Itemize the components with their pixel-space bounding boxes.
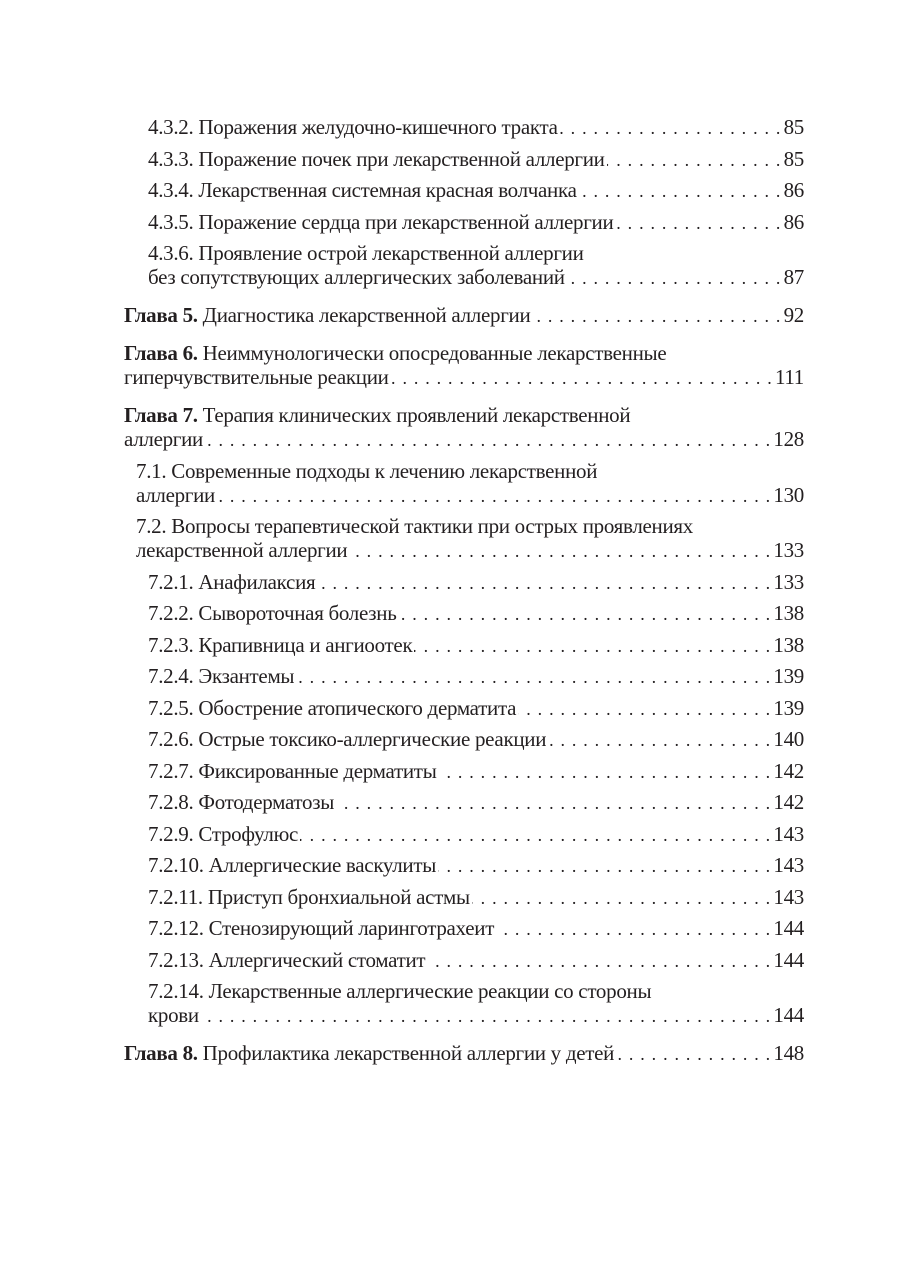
dot-leader bbox=[317, 570, 771, 595]
toc-line bbox=[148, 916, 804, 941]
toc-line bbox=[136, 459, 804, 483]
toc-title bbox=[124, 303, 530, 327]
toc-chapter bbox=[124, 341, 804, 390]
toc-title-text: Диагностика лекарственной аллергии bbox=[202, 303, 531, 327]
toc-title bbox=[148, 147, 605, 171]
page-number: 148 bbox=[773, 1041, 804, 1065]
page-number: 133 bbox=[773, 538, 804, 562]
toc-title bbox=[136, 514, 693, 538]
toc-title bbox=[148, 633, 412, 657]
page-number: 144 bbox=[773, 916, 804, 940]
toc-title-text: аллергии bbox=[124, 427, 203, 451]
toc-title bbox=[136, 459, 597, 483]
page-number: 144 bbox=[773, 947, 804, 972]
toc-title bbox=[148, 1003, 199, 1027]
toc-chapter bbox=[124, 303, 804, 328]
page-number: 86 bbox=[783, 178, 804, 202]
dot-leader bbox=[532, 303, 781, 328]
dot-leader bbox=[496, 916, 771, 941]
toc-line bbox=[148, 727, 804, 752]
page-number: 143 bbox=[773, 884, 804, 909]
toc-line bbox=[124, 1041, 804, 1066]
page-number: 128 bbox=[773, 427, 804, 451]
dot-leader bbox=[300, 822, 771, 847]
toc-title-text: 7.2.10. Аллергические васкулиты bbox=[148, 853, 437, 877]
toc-line bbox=[148, 696, 804, 721]
toc-title bbox=[148, 822, 298, 846]
toc-title-text: 7.2.8. Фотодерматозы bbox=[148, 790, 335, 814]
toc-line bbox=[124, 365, 804, 390]
toc-title bbox=[124, 1041, 614, 1065]
toc-title-text: Терапия клинических проявлений лекарственной bbox=[202, 403, 631, 427]
toc-entry bbox=[124, 759, 804, 784]
toc-entry bbox=[124, 570, 804, 595]
toc-title bbox=[148, 727, 546, 751]
page-number: 142 bbox=[773, 758, 804, 783]
toc-title-text: крови bbox=[148, 1003, 199, 1027]
toc-title bbox=[148, 570, 315, 594]
page-number: 139 bbox=[773, 695, 804, 720]
toc-line bbox=[148, 790, 804, 815]
page-number: 138 bbox=[773, 601, 804, 625]
toc-entry bbox=[124, 853, 804, 878]
toc-title-text: 7.2.5. Обострение атопического дерматита bbox=[148, 695, 517, 720]
toc-title-text: 7.2.4. Экзантемы bbox=[148, 664, 295, 688]
toc-entry bbox=[124, 790, 804, 815]
toc-line bbox=[148, 822, 804, 847]
toc-title bbox=[124, 341, 666, 365]
toc-line bbox=[148, 1003, 804, 1028]
toc-line bbox=[148, 948, 804, 973]
toc-title-text: Неиммунологически опосредованные лекарственные bbox=[202, 341, 667, 365]
dot-leader bbox=[414, 633, 771, 658]
toc-title bbox=[136, 483, 215, 507]
toc-title bbox=[148, 948, 425, 972]
toc-line bbox=[148, 265, 804, 290]
toc-title bbox=[124, 403, 630, 427]
toc-entry bbox=[124, 147, 804, 172]
toc-line bbox=[124, 403, 804, 427]
toc-title bbox=[148, 178, 577, 202]
toc-title bbox=[148, 696, 516, 720]
toc-title-text: 7.2. Вопросы терапевтической тактики при острых проявлениях bbox=[136, 514, 693, 538]
page-number: 85 bbox=[783, 115, 804, 139]
dot-leader bbox=[548, 727, 771, 752]
chapter-label: Глава 7. bbox=[124, 403, 198, 427]
toc-title bbox=[148, 885, 470, 909]
toc-line bbox=[148, 633, 804, 658]
toc-entry bbox=[124, 210, 804, 235]
toc-title bbox=[124, 427, 203, 451]
toc-entry bbox=[124, 885, 804, 910]
page-number: 86 bbox=[783, 209, 804, 234]
page-number: 144 bbox=[773, 1003, 804, 1027]
toc-entry bbox=[124, 601, 804, 626]
toc-title-text: 7.2.13. Аллергический стоматит bbox=[148, 947, 426, 972]
toc-entry bbox=[124, 115, 804, 140]
toc-title-text: 7.2.11. Приступ бронхиальной астмы bbox=[148, 884, 470, 909]
page-number: 143 bbox=[773, 821, 804, 846]
toc-line bbox=[124, 303, 804, 328]
toc-title bbox=[148, 241, 584, 265]
toc-title-text: лекарственной аллергии bbox=[136, 538, 348, 562]
toc-title-text: 4.3.2. Поражения желудочно-кишечного тракта bbox=[148, 115, 558, 139]
toc-title-text: 7.2.2. Сывороточная болезнь bbox=[148, 601, 397, 625]
toc-title-text: Профилактика лекарственной аллергии у детей bbox=[202, 1041, 615, 1065]
page-number: 130 bbox=[773, 482, 804, 507]
dot-leader bbox=[579, 178, 782, 203]
page-number: 111 bbox=[774, 365, 804, 389]
toc-line bbox=[136, 514, 804, 538]
dot-leader bbox=[518, 696, 771, 721]
toc-title-text: гиперчувствительные реакции bbox=[124, 365, 389, 389]
toc-title-text: 7.1. Современные подходы к лечению лекарственной bbox=[136, 458, 598, 483]
toc-line bbox=[148, 759, 804, 784]
page-number: 138 bbox=[773, 632, 804, 657]
page-number: 143 bbox=[773, 853, 804, 877]
toc-line bbox=[148, 601, 804, 626]
toc-entry bbox=[124, 727, 804, 752]
toc-line bbox=[136, 483, 804, 508]
chapter-label: Глава 5. bbox=[124, 303, 198, 327]
toc-title-text: 7.2.6. Острые токсико-аллергические реакции bbox=[148, 727, 547, 751]
toc-title bbox=[136, 538, 347, 562]
toc-line bbox=[148, 210, 804, 235]
page-number: 87 bbox=[783, 265, 804, 289]
table-of-contents bbox=[124, 115, 804, 1066]
toc-line bbox=[148, 178, 804, 203]
toc-title-text: 4.3.3. Поражение почек при лекарственной аллергии bbox=[148, 146, 605, 171]
dot-leader bbox=[398, 601, 771, 626]
toc-title bbox=[148, 916, 494, 940]
toc-title bbox=[148, 790, 334, 814]
page-number: 85 bbox=[783, 146, 804, 171]
dot-leader bbox=[567, 265, 782, 290]
dot-leader bbox=[438, 853, 771, 878]
toc-entry bbox=[124, 633, 804, 658]
toc-entry bbox=[124, 459, 804, 508]
toc-title-text: 7.2.14. Лекарственные аллергические реакции со стороны bbox=[148, 979, 652, 1003]
toc-entry bbox=[124, 696, 804, 721]
dot-leader bbox=[336, 790, 771, 815]
page-number: 92 bbox=[783, 303, 804, 327]
dot-leader bbox=[427, 948, 771, 973]
page-number: 142 bbox=[773, 790, 804, 814]
toc-line bbox=[148, 853, 804, 878]
chapter-label: Глава 8. bbox=[124, 1041, 198, 1065]
toc-chapter bbox=[124, 403, 804, 452]
toc-title-text: 7.2.9. Строфулюс bbox=[148, 821, 299, 846]
toc-title bbox=[148, 265, 565, 289]
page-number: 140 bbox=[773, 727, 804, 751]
dot-leader bbox=[560, 115, 782, 140]
toc-line bbox=[136, 538, 804, 563]
dot-leader bbox=[296, 664, 771, 689]
toc-title-text: 7.2.12. Стенозирующий ларинготрахеит bbox=[148, 916, 495, 940]
dot-leader bbox=[205, 427, 771, 452]
toc-title-text: 4.3.6. Проявление острой лекарственной аллергии bbox=[148, 241, 584, 265]
toc-line bbox=[148, 664, 804, 689]
dot-leader bbox=[201, 1003, 772, 1028]
toc-title bbox=[148, 759, 437, 783]
toc-chapter bbox=[124, 1041, 804, 1066]
toc-entry bbox=[124, 514, 804, 563]
toc-line bbox=[148, 570, 804, 595]
toc-title bbox=[124, 365, 389, 389]
dot-leader bbox=[472, 885, 772, 910]
toc-title bbox=[148, 210, 613, 234]
dot-leader bbox=[439, 759, 772, 784]
toc-title-text: аллергии bbox=[136, 482, 215, 507]
toc-entry bbox=[124, 948, 804, 973]
toc-title-text: 4.3.5. Поражение сердца при лекарственной аллергии bbox=[148, 209, 614, 234]
chapter-label: Глава 6. bbox=[124, 341, 198, 365]
toc-title-text: 7.2.1. Анафилаксия bbox=[148, 569, 316, 594]
toc-title-text: без сопутствующих аллергических заболеваний bbox=[148, 265, 565, 289]
toc-title bbox=[148, 664, 294, 688]
toc-title bbox=[148, 601, 396, 625]
toc-entry bbox=[124, 664, 804, 689]
toc-entry bbox=[124, 178, 804, 203]
dot-leader bbox=[615, 210, 781, 235]
toc-title-text: 7.2.3. Крапивница и ангиоотек bbox=[148, 632, 413, 657]
toc-line bbox=[148, 885, 804, 910]
dot-leader bbox=[217, 483, 771, 508]
toc-entry bbox=[124, 979, 804, 1028]
toc-entry bbox=[124, 822, 804, 847]
toc-line bbox=[124, 427, 804, 452]
dot-leader bbox=[349, 538, 771, 563]
toc-title bbox=[148, 115, 558, 139]
page-number: 139 bbox=[773, 664, 804, 688]
page-number: 133 bbox=[773, 569, 804, 594]
toc-line bbox=[148, 147, 804, 172]
dot-leader bbox=[607, 147, 782, 172]
toc-entry bbox=[124, 241, 804, 290]
toc-title-text: 4.3.4. Лекарственная системная красная волчанка bbox=[148, 178, 577, 202]
toc-line bbox=[148, 115, 804, 140]
toc-title-text: 7.2.7. Фиксированные дерматиты bbox=[148, 758, 437, 783]
toc-line bbox=[148, 241, 804, 265]
toc-line bbox=[148, 979, 804, 1003]
toc-title bbox=[148, 853, 436, 877]
toc-entry bbox=[124, 916, 804, 941]
toc-line bbox=[124, 341, 804, 365]
toc-title bbox=[148, 979, 651, 1003]
dot-leader bbox=[391, 365, 773, 390]
dot-leader bbox=[616, 1041, 771, 1066]
